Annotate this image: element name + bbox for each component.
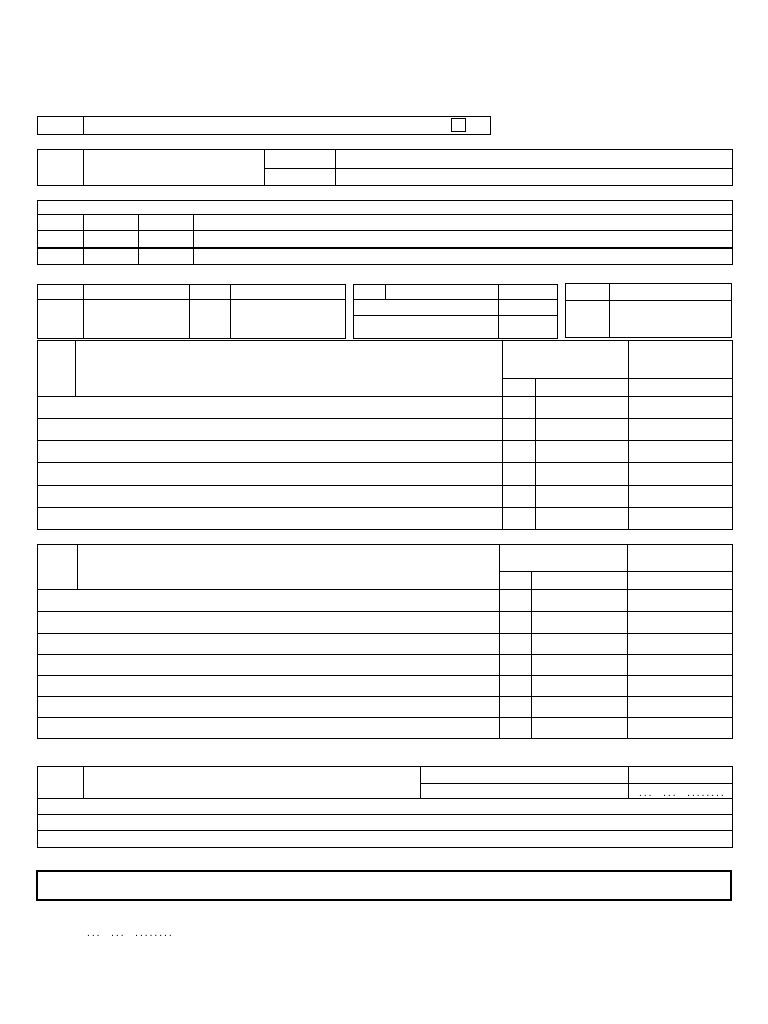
section-6-subheader — [499, 571, 733, 572]
section-7-row-1 — [37, 798, 733, 799]
section-6-row-5 — [37, 675, 733, 676]
section-5-row-3 — [37, 440, 733, 441]
section-4a-col-1 — [83, 284, 84, 339]
section-6-col-c — [627, 544, 628, 739]
section-5-row-5 — [37, 485, 733, 486]
footer-box — [36, 870, 732, 901]
section-6-row-2 — [37, 611, 733, 612]
section-7-subrow — [420, 783, 733, 784]
section-3-row-3 — [37, 247, 733, 249]
header-row — [37, 116, 491, 135]
section-7-col-2 — [420, 766, 421, 798]
section-3-col-1 — [83, 214, 84, 265]
section-7-dots: ... ... ........ — [638, 789, 725, 798]
section-3-row-2 — [37, 230, 733, 231]
section-2-row-line — [264, 168, 733, 169]
section-6-row-3 — [37, 633, 733, 634]
section-5-col-a — [502, 340, 503, 530]
section-4b-row-2 — [353, 315, 558, 316]
section-6-row-4 — [37, 654, 733, 655]
bottom-dots: ... ... ........ — [86, 929, 173, 938]
section-7-col-3 — [628, 766, 629, 798]
section-4a-col-3 — [230, 284, 231, 339]
section-3-col-3 — [193, 214, 194, 265]
section-5-row-1 — [37, 396, 733, 397]
section-4b-col-1 — [385, 284, 386, 299]
section-4b-col-2 — [498, 284, 499, 339]
section-4b-box — [353, 284, 558, 339]
section-6-row-6 — [37, 696, 733, 697]
section-5-subheader — [502, 378, 733, 379]
section-6-col-a — [499, 544, 500, 739]
section-7-row-3 — [37, 830, 733, 831]
section-4c-col — [609, 283, 610, 338]
section-4c-row — [565, 300, 732, 301]
section-5-row-2 — [37, 418, 733, 419]
section-6-row-7 — [37, 717, 733, 718]
section-7-col-1 — [83, 766, 84, 798]
section-6-col-label — [77, 544, 78, 589]
section-6-col-b — [531, 571, 532, 739]
section-5-col-label — [75, 340, 76, 397]
header-checkbox[interactable] — [451, 118, 466, 132]
section-4b-row-1 — [353, 299, 558, 300]
section-3-row-1 — [37, 214, 733, 215]
section-5-row-4 — [37, 462, 733, 463]
section-6-table — [37, 544, 733, 739]
section-5-row-6 — [37, 507, 733, 508]
section-6-row-1 — [37, 589, 733, 590]
section-5-col-c — [628, 340, 629, 530]
section-3-col-2 — [138, 214, 139, 265]
section-7-row-2 — [37, 814, 733, 815]
section-3-box — [37, 200, 733, 265]
section-4c-box — [565, 283, 732, 338]
section-4a-col-2 — [189, 284, 190, 339]
section-2-divider-a — [83, 149, 84, 186]
header-divider — [83, 116, 84, 135]
